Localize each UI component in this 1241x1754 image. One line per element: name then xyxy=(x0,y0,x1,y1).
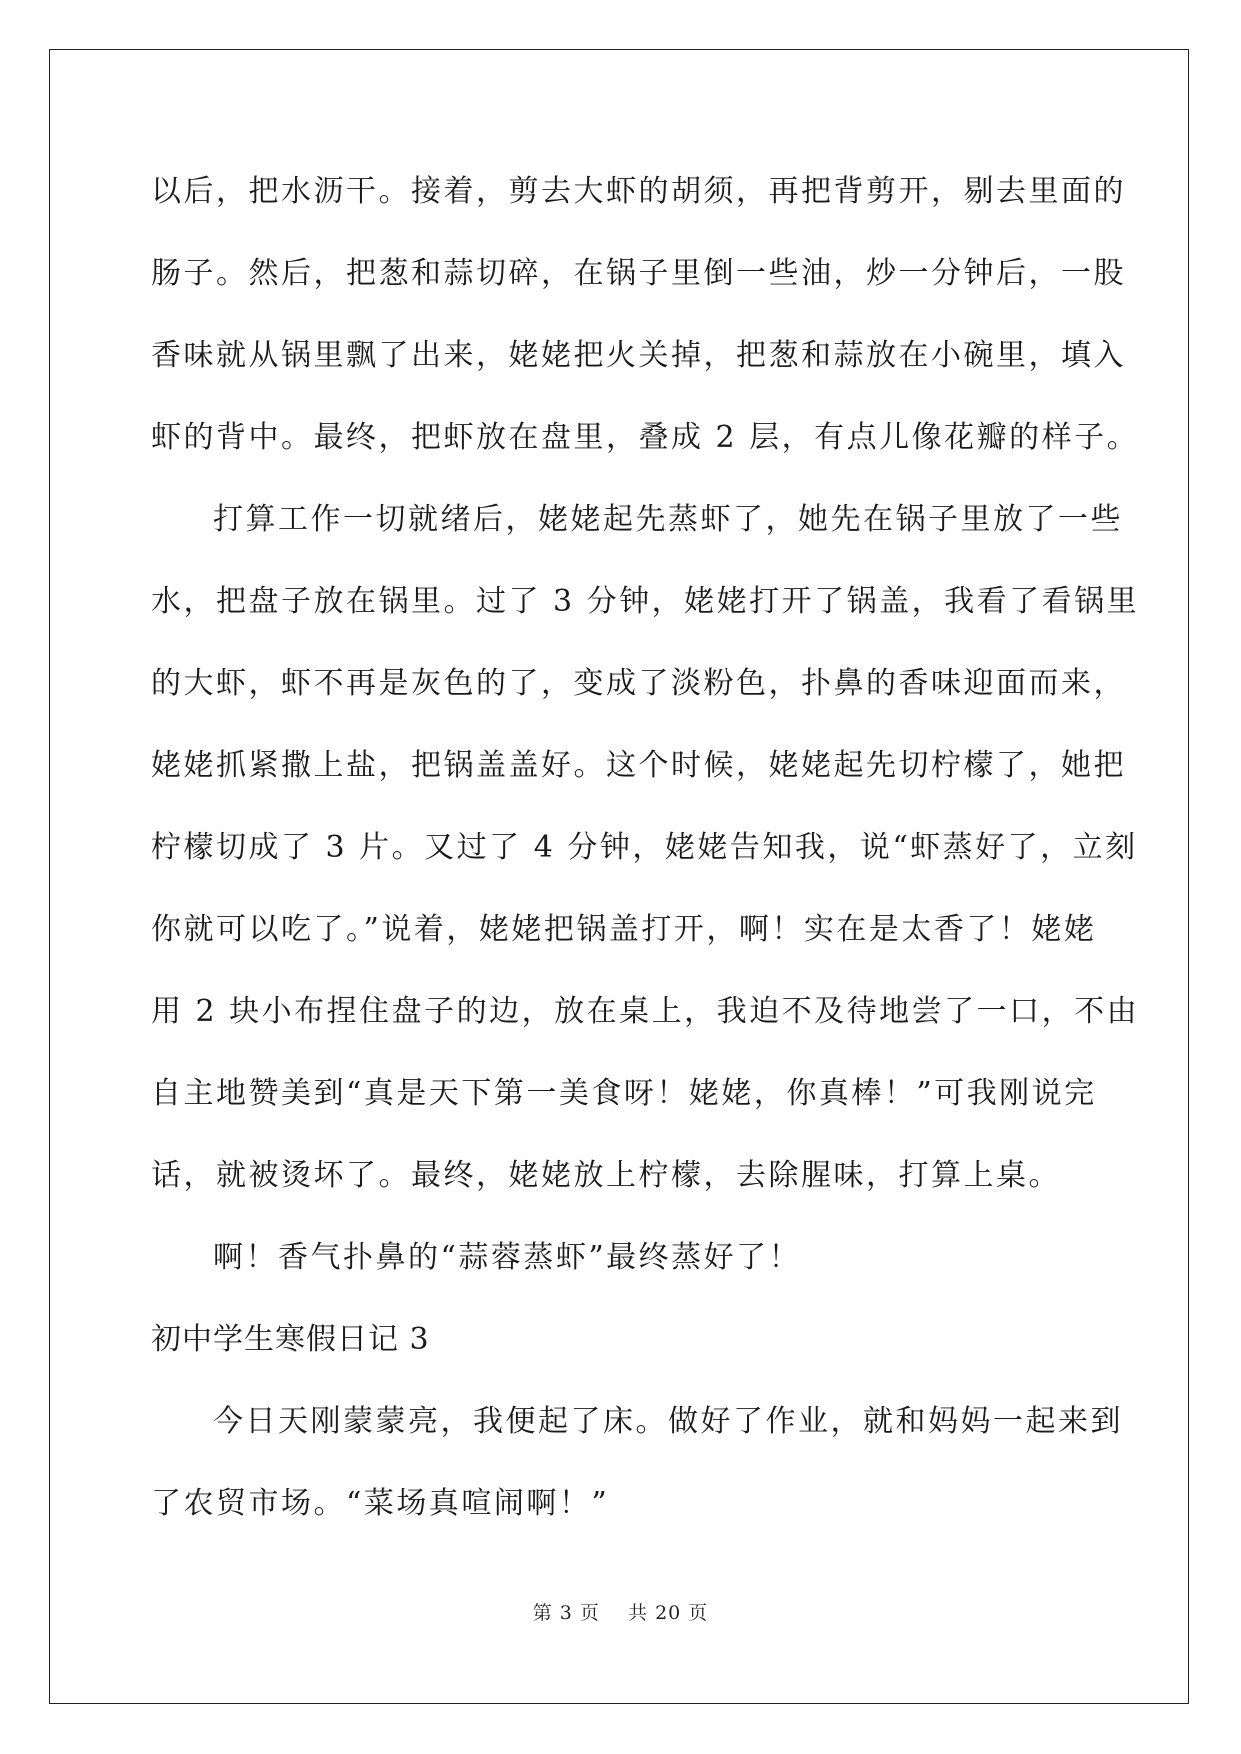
body-line: 水，把盘子放在锅里。过了 3 分钟，姥姥打开了锅盖，我看了看锅里 xyxy=(151,584,1140,619)
body-line: 的大虾，虾不再是灰色的了，变成了淡粉色，扑鼻的香味迎面而来， xyxy=(151,666,1126,701)
document-body xyxy=(151,151,1140,1545)
body-line: 姥姥抓紧撒上盐，把锅盖盖好。这个时候，姥姥起先切柠檬了，她把 xyxy=(151,748,1126,783)
body-line: 你就可以吃了。”说着，姥姥把锅盖打开，啊！实在是太香了！姥姥 xyxy=(151,912,1097,947)
body-line: 肠子。然后，把葱和蒜切碎，在锅子里倒一些油，炒一分钟后，一股 xyxy=(151,256,1126,291)
body-line: 柠檬切成了 3 片。又过了 4 分钟，姥姥告知我，说“虾蒸好了，立刻 xyxy=(151,830,1138,865)
paragraph-start-line: 今日天刚蒙蒙亮，我便起了床。做好了作业，就和妈妈一起来到 xyxy=(213,1404,1123,1439)
page-number: 第 3 页 xyxy=(532,1602,600,1624)
body-line: 虾的背中。最终，把虾放在盘里，叠成 2 层，有点儿像花瓣的样子。 xyxy=(151,420,1140,455)
body-line: 用 2 块小布捏住盘子的边，放在桌上，我迫不及待地尝了一口，不由 xyxy=(151,994,1140,1029)
section-heading: 初中学生寒假日记 3 xyxy=(151,1322,430,1357)
paragraph-start-line: 啊！香气扑鼻的“蒜蓉蒸虾”最终蒸好了！ xyxy=(213,1240,802,1275)
page-total: 共 20 页 xyxy=(628,1602,709,1624)
body-line: 自主地赞美到“真是天下第一美食呀！姥姥，你真棒！”可我刚说完 xyxy=(151,1076,1097,1111)
body-line: 香味就从锅里飘了出来，姥姥把火关掉，把葱和蒜放在小碗里，填入 xyxy=(151,338,1126,373)
page-footer xyxy=(0,1598,1241,1625)
body-line: 以后，把水沥干。接着，剪去大虾的胡须，再把背剪开，剔去里面的 xyxy=(151,174,1126,209)
body-line: 了农贸市场。“菜场真喧闹啊！” xyxy=(151,1486,610,1521)
body-line: 话，就被烫坏了。最终，姥姥放上柠檬，去除腥味，打算上桌。 xyxy=(151,1158,1061,1193)
paragraph-start-line: 打算工作一切就绪后，姥姥起先蒸虾了，她先在锅子里放了一些 xyxy=(213,502,1123,537)
